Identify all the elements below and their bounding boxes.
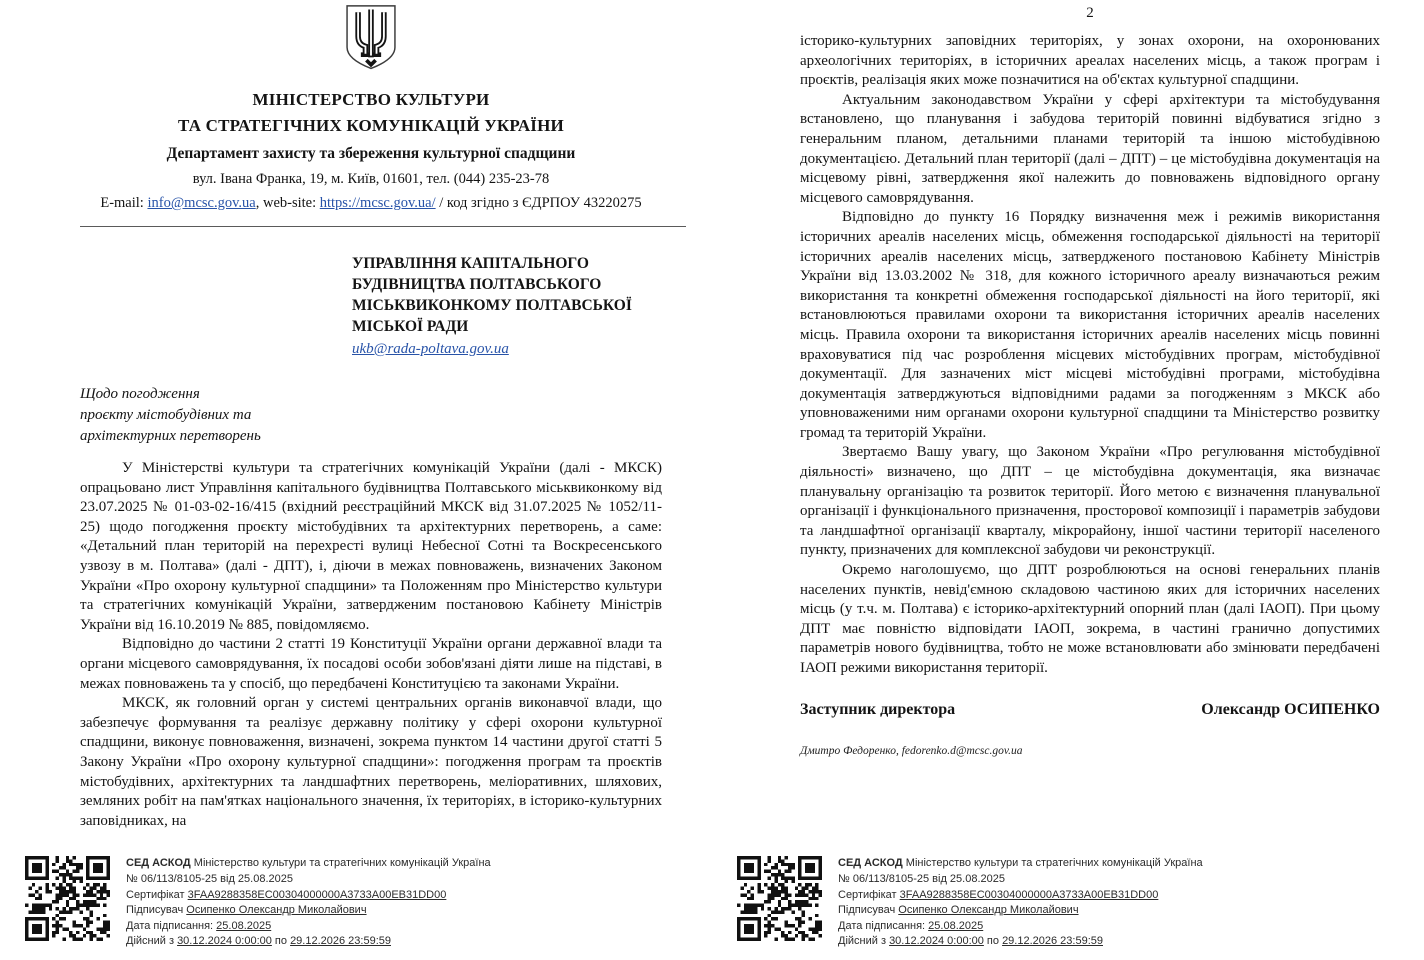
email-label: E-mail: xyxy=(100,195,148,211)
ministry-email-link[interactable]: info@mcsc.gov.ua xyxy=(147,195,256,211)
stamp-details xyxy=(838,856,1203,950)
department-name: Департамент захисту та збереження культурної спадщини xyxy=(166,145,576,162)
paragraph: Відповідно до пункту 16 Порядку визначення меж і режимів використання історичних ареалів населених місць, обмеження господарської діяльності на території історичних ареалів населених місць, затвердженого постановою Кабінету Міністрів України від 13.03.2002 № 318, для кожного історичного ареалу визначаються режим використання та конкретні обмеження господарської діяльності на його території, які встановлюються правилами охорони та використання історичних ареалів населених місць. Правила охорони та використання історичних ареалів населених місць повинні враховуватися під час розроблення місцевих містобудівних програм, містобудівної документації. Для зазначених міст місцеві містобудівні програми, містобудівна документація затверджуються відповідними радами за погодженням з МКСК або уповноваженими ним органами охорони культурної спадщини та Міністерство розвитку громад та територій України. xyxy=(800,209,1380,441)
subject-line: проєкту містобудівних та xyxy=(80,407,252,423)
paragraph: Звертаємо Вашу увагу, що Законом України «Про регулювання містобудівної діяльності» визначено, що ДПТ – це містобудівна документація, яка визначає планувальну організацію та розвиток території. Його метою є визначення планувальної організації і функціонального призначення, просторової композиції і параметрів забудови та ландшафтної організації кварталу, мікрорайону, іншої частини території населеного пункту, призначених для комплексної забудови чи реконструкції. xyxy=(800,444,1380,559)
paragraph: У Міністерстві культури та стратегічних комунікацій України (далі - МКСК) опрацьовано лист Управління капітального будівництва Полтавського міськвиконкому від 23.07.2025 № 01-03-02-16/415 (вхідний реєстраційний МКСК від 31.07.2025 № 1052/11-25) щодо погодження проєкту містобудівних та архітектурних перетворень, а саме: «Детальний план територій на перехресті вулиці Небесної Сотні та Воскресенського узвозу в м. Полтава» (далі - ДПТ), і, діючи в межах повноважень, визначених Законом України «Про охорону культурної спадщини» та Положенням про Міністерство культури та стратегічних комунікацій України, затвердженим постановою Кабінету Міністрів України від 16.10.2019 № 885, повідомляємо. xyxy=(80,460,662,633)
signer-name: Осипенко Олександр Миколайович xyxy=(898,904,1079,917)
letter-page-2 xyxy=(712,0,1424,960)
recipient-line: УПРАВЛІННЯ КАПІТАЛЬНОГО xyxy=(352,255,589,272)
stamp-sign-date-line: Дата підписання: 25.08.2025 xyxy=(126,919,272,932)
ministry-title-line2: ТА СТРАТЕГІЧНИХ КОМУНІКАЦІЙ УКРАЇНИ xyxy=(178,116,564,135)
recipient-block xyxy=(352,253,662,360)
ministry-website-link[interactable]: https://mcsc.gov.ua/ xyxy=(319,195,436,211)
stamp-signer-line: Підписувач Осипенко Олександр Миколайович xyxy=(838,904,1079,917)
website-label: , web-site: xyxy=(255,195,320,211)
page-number: 2 xyxy=(1086,5,1094,21)
ukraine-trident-emblem-icon xyxy=(80,0,662,79)
signer-name: Осипенко Олександр Миколайович xyxy=(186,904,367,917)
signer-position: Заступник директора xyxy=(800,700,956,718)
stamp-system-name: СЕД АСКОД xyxy=(838,857,903,870)
edrpou-code: / код згідно з ЄДРПОУ 43220275 xyxy=(435,195,642,211)
certificate-number: 3FAA9288358EC00304000000A3733A00EB31DD00 xyxy=(899,888,1159,901)
valid-from: 30.12.2024 0:00:00 xyxy=(177,935,272,948)
signer-full-name: Олександр ОСИПЕНКО xyxy=(1201,700,1380,718)
recipient-line: МІСЬКОЇ РАДИ xyxy=(352,318,469,335)
stamp-details xyxy=(126,856,491,950)
paragraph: Актуальним законодавством України у сфері архітектури та містобудування встановлено, що планування і забудова територій повинні відбуватися згідно з генеральним планом, детальними планами територій та іншою містобудівною документацією. Детальний план території (далі – ДПТ) – це містобудівна документація на місцевому рівні, затвердження якої належить до повноважень відповідного органу місцевого самоврядування. xyxy=(800,91,1380,206)
header-divider xyxy=(80,226,686,227)
stamp-system-name: СЕД АСКОД xyxy=(126,857,191,870)
certificate-number: 3FAA9288358EC00304000000A3733A00EB31DD00 xyxy=(187,888,447,901)
recipient-line: БУДІВНИЦТВА ПОЛТАВСЬКОГО xyxy=(352,276,602,293)
valid-to: 29.12.2026 23:59:59 xyxy=(1002,935,1103,948)
sign-date: 25.08.2025 xyxy=(928,919,984,932)
paragraph: Окремо наголошуємо, що ДПТ розроблюються на основі генеральних планів населених пунктів, невід'ємною складовою частиною яких для історичних населених місць (у т.ч. м. Полтава) є історико-архітектурний опорний план (далі ІАОП). При цьому ДПТ має повністю відповідати ІАОП, зокрема, в частині гранично допустимих параметрів нового будівництва, тобто не може встановлювати або змінювати передбачені ІАОП режими використання території. xyxy=(800,562,1380,676)
ministry-address: вул. Івана Франка, 19, м. Київ, 01601, тел. (044) 235-23-78 xyxy=(192,171,550,187)
stamp-certificate-line: Сертифікат 3FAA9288358EC00304000000A3733A00EB31DD00 xyxy=(838,888,1159,901)
ministry-title-line1: МІНІСТЕРСТВО КУЛЬТУРИ xyxy=(252,90,490,109)
stamp-validity-line: Дійсний з 30.12.2024 0:00:00 по 29.12.2026 23:59:59 xyxy=(126,935,391,948)
letter-body-page1 xyxy=(80,459,662,831)
paragraph: Відповідно до частини 2 статті 19 Конституції України органи державної влади та органи місцевого самоврядування, їх посадові особи зобов'язані діяти лише на підставі, в межах повноважень та у спосіб, що передбачені Конституцією та законами України. xyxy=(80,636,662,692)
subject-line: архітектурних перетворень xyxy=(80,428,261,444)
subject-block xyxy=(80,384,662,447)
qr-code xyxy=(737,856,822,941)
letterhead xyxy=(80,0,662,227)
stamp-sign-date-line: Дата підписання: 25.08.2025 xyxy=(838,919,984,932)
recipient-line: МІСЬКВИКОНКОМУ ПОЛТАВСЬКОЇ xyxy=(352,297,632,314)
signature-row xyxy=(800,701,1380,719)
letter-body-page2 xyxy=(800,32,1380,679)
qr-code xyxy=(25,856,110,941)
stamp-certificate-line: Сертифікат 3FAA9288358EC00304000000A3733A00EB31DD00 xyxy=(126,888,447,901)
digital-signature-stamp xyxy=(25,856,491,950)
valid-to: 29.12.2026 23:59:59 xyxy=(290,935,391,948)
recipient-email-link[interactable]: ukb@rada-poltava.gov.ua xyxy=(352,341,509,357)
valid-from: 30.12.2024 0:00:00 xyxy=(889,935,984,948)
subject-line: Щодо погодження xyxy=(80,386,200,402)
sign-date: 25.08.2025 xyxy=(216,919,272,932)
stamp-system-line: СЕД АСКОД Міністерство культури та стратегічних комунікацій Україна xyxy=(126,857,491,870)
contact-line xyxy=(80,195,662,212)
stamp-reg-number: № 06/113/8105-25 від 25.08.2025 xyxy=(838,873,1005,886)
digital-signature-stamp xyxy=(737,856,1203,950)
stamp-validity-line: Дійсний з 30.12.2024 0:00:00 по 29.12.2026 23:59:59 xyxy=(838,935,1103,948)
paragraph: історико-культурних заповідних територіях, у зонах охорони, на охоронюваних археологічних територіях, в історичних ареалах населених місць, а також програм і проєктів, реалізація яких може позначитися на об'єктах культурної спадщини. xyxy=(800,33,1380,89)
stamp-reg-number: № 06/113/8105-25 від 25.08.2025 xyxy=(126,873,293,886)
stamp-system-line: СЕД АСКОД Міністерство культури та стратегічних комунікацій Україна xyxy=(838,857,1203,870)
stamp-signer-line: Підписувач Осипенко Олександр Миколайович xyxy=(126,904,367,917)
executor-contact: Дмитро Федоренко, fedorenko.d@mcsc.gov.ua xyxy=(800,744,1023,757)
paragraph: МКСК, як головний орган у системі центральних органів виконавчої влади, що забезпечує формування та реалізує державну політику у сфері охорони культурної спадщини, виконує повноваження, визначені, зокрема пунктом 14 частини другої статті 5 Закону України «Про охорону культурної спадщини»: погодження програм та проєктів містобудівних, архітектурних та ландшафтних перетворень, меліоративних, шляхових, земляних робіт на пам'ятках національного значення, їх територіях, в історико-культурних заповідниках, на xyxy=(80,695,662,829)
